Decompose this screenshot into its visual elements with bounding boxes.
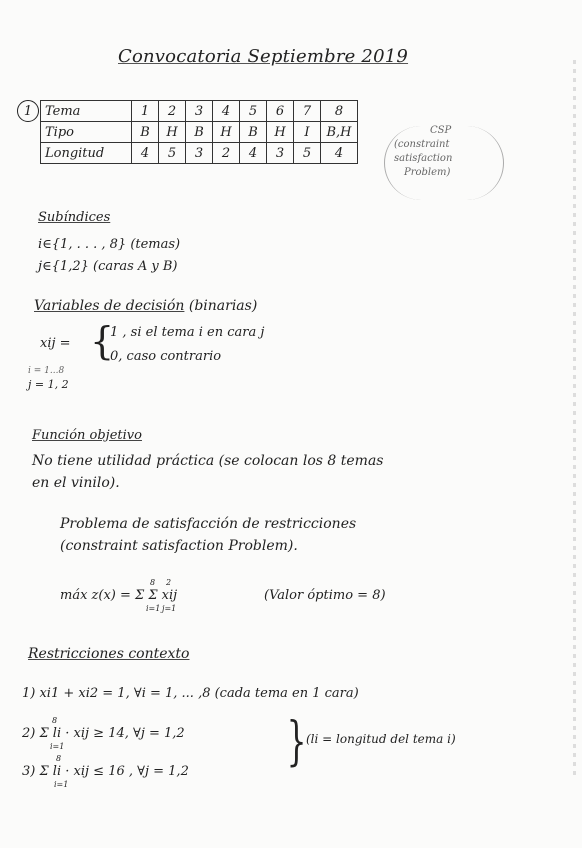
table-cell: 1 [132, 101, 159, 122]
table-cell: 4 [321, 143, 358, 164]
scan-margin [573, 60, 576, 780]
sum-upper-j: 2 [166, 578, 172, 587]
page-title: Convocatoria Septiembre 2019 [118, 46, 409, 67]
table-row-label: Tema [41, 101, 132, 122]
r2-sum-upper: 8 [52, 716, 58, 725]
table-cell: B [186, 122, 213, 143]
table-cell: 7 [294, 101, 321, 122]
restrictions-heading: Restricciones contexto [28, 646, 190, 662]
variables-heading: Variables de decisión [34, 298, 185, 314]
r3-sum-upper: 8 [56, 754, 62, 763]
table-cell: 6 [267, 101, 294, 122]
variables-section [34, 298, 257, 314]
table-cell: 3 [186, 101, 213, 122]
left-brace: { [90, 319, 115, 363]
csp-line-1: Problema de satisfacción de restricciones [60, 516, 357, 532]
problem-number-circle: 1 [17, 100, 39, 122]
csp-line-2: (constraint satisfaction Problem). [60, 538, 298, 554]
index-range-i: i = 1...8 [28, 366, 65, 376]
table-row [41, 101, 358, 122]
subindices-heading: Subíndices [38, 210, 111, 225]
sum-lower-i: i=1 [146, 604, 161, 613]
index-range-j: j = 1, 2 [28, 378, 69, 391]
objective-line-2: en el vinilo). [32, 475, 120, 491]
table-cell: B [240, 122, 267, 143]
max-formula: máx z(x) = Σ Σ xij [60, 588, 178, 603]
right-brace: } [286, 712, 307, 772]
table-cell: 5 [240, 101, 267, 122]
restriction-3: 3) Σ li · xij ≤ 16 , ∀j = 1,2 [22, 764, 189, 779]
table-cell: 2 [213, 143, 240, 164]
objective-line-1: No tiene utilidad práctica (se colocan los 8 temas [32, 453, 384, 469]
table-cell: I [294, 122, 321, 143]
objective-heading: Función objetivo [32, 428, 142, 443]
restriction-1: 1) xi1 + xi2 = 1, ∀i = 1, ... ,8 (cada tema en 1 cara) [22, 686, 359, 701]
table-cell: H [213, 122, 240, 143]
table-row-label: Longitud [41, 143, 132, 164]
side-note-line: Problem) [404, 167, 451, 178]
r3-sum-lower: i=1 [54, 780, 69, 789]
topics-table [40, 100, 358, 164]
variables-heading-suffix: (binarias) [188, 298, 258, 314]
table-cell: 4 [240, 143, 267, 164]
table-row [41, 143, 358, 164]
table-cell: 5 [159, 143, 186, 164]
variable-case-2: 0, caso contrario [110, 349, 222, 364]
side-note-line: satisfaction [394, 153, 453, 164]
table-cell: 8 [321, 101, 358, 122]
optimal-value-note: (Valor óptimo = 8) [264, 588, 386, 603]
variable-case-1: 1 , si el tema i en cara j [110, 325, 265, 340]
table-cell: 3 [186, 143, 213, 164]
side-note [394, 124, 452, 180]
table-cell: 5 [294, 143, 321, 164]
table-cell: 3 [267, 143, 294, 164]
subindex-i: i∈{1, . . . , 8} (temas) [38, 237, 181, 252]
table-cell: H [267, 122, 294, 143]
table-cell: 2 [159, 101, 186, 122]
sum-upper-i: 8 [150, 578, 156, 587]
length-note: (li = longitud del tema i) [306, 732, 456, 746]
table-cell: B,H [321, 122, 358, 143]
variable-lhs: xij = [40, 336, 71, 351]
table-cell: B [132, 122, 159, 143]
table-cell: 4 [132, 143, 159, 164]
table-row [41, 122, 358, 143]
r2-sum-lower: i=1 [50, 742, 65, 751]
table-row-label: Tipo [41, 122, 132, 143]
table-cell: H [159, 122, 186, 143]
side-note-line: CSP [430, 125, 452, 136]
sum-lower-j: j=1 [162, 604, 177, 613]
subindex-j: j∈{1,2} (caras A y B) [38, 259, 178, 274]
restriction-2: 2) Σ li · xij ≥ 14, ∀j = 1,2 [22, 726, 185, 741]
side-note-line: (constraint [394, 139, 450, 150]
table-cell: 4 [213, 101, 240, 122]
